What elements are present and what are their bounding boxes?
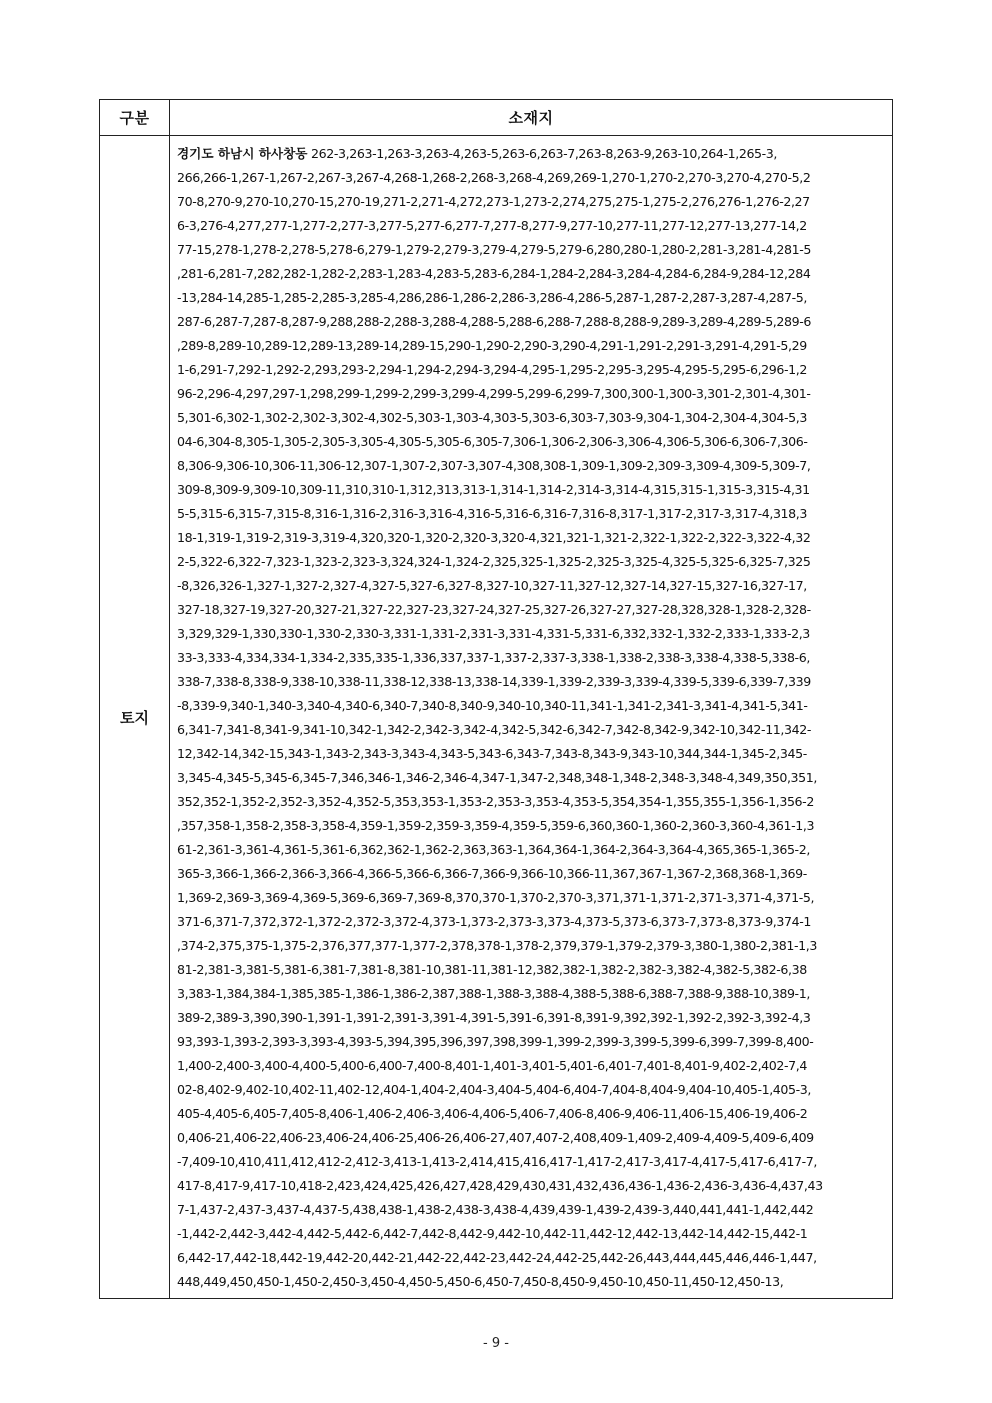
location-cell [170,136,893,1299]
lot-numbers: 2-5,322-6,322-7,323-1,323-2,323-3,324,324-1,324-2,325,325-1,325-2,325-3,325-4,325-5,325-6,325-7,325 [177,554,811,569]
address-lines [170,136,892,1294]
lot-numbers: 1,400-2,400-3,400-4,400-5,400-6,400-7,400-8,401-1,401-3,401-5,401-6,401-7,401-8,401-9,402-2,402-7,4 [177,1058,807,1073]
address-line [177,718,888,742]
lot-numbers: 12,342-14,342-15,343-1,343-2,343-3,343-4,343-5,343-6,343-7,343-8,343-9,343-10,344,344-1,345-2,345- [177,746,807,761]
lot-numbers: 3,329,329-1,330,330-1,330-2,330-3,331-1,331-2,331-3,331-4,331-5,331-6,332,332-1,332-2,333-1,333-2,3 [177,626,810,641]
address-line [177,1078,888,1102]
lot-numbers: 371-6,371-7,372,372-1,372-2,372-3,372-4,373-1,373-2,373-3,373-4,373-5,373-6,373-7,373-8,373-9,374-1 [177,914,812,929]
lot-numbers: 266,266-1,267-1,267-2,267-3,267-4,268-1,268-2,268-3,268-4,269,269-1,270-1,270-2,270-3,270-4,270-5,2 [177,170,811,185]
lot-numbers: 352,352-1,352-2,352-3,352-4,352-5,353,353-1,353-2,353-3,353-4,353-5,354,354-1,355,355-1,356-1,356-2 [177,794,814,809]
address-line [177,982,888,1006]
address-line [177,142,888,166]
address-line [177,430,888,454]
lot-numbers: 02-8,402-9,402-10,402-11,402-12,404-1,404-2,404-3,404-5,404-6,404-7,404-8,404-9,404-10,405-1,405-3, [177,1082,812,1097]
land-location-table [99,99,893,1299]
address-line [177,790,888,814]
lot-numbers: 338-7,338-8,338-9,338-10,338-11,338-12,338-13,338-14,339-1,339-2,339-3,339-4,339-5,339-6,339-7,339 [177,674,811,689]
address-line [177,1246,888,1270]
lot-numbers: 3,383-1,384,384-1,385,385-1,386-1,386-2,387,388-1,388-3,388-4,388-5,388-6,388-7,388-9,388-10,389-1, [177,986,810,1001]
address-line [177,238,888,262]
address-line [177,550,888,574]
address-line [177,1006,888,1030]
table-header-row [100,100,893,136]
address-line [177,286,888,310]
lot-numbers: 8,306-9,306-10,306-11,306-12,307-1,307-2,307-3,307-4,308,308-1,309-1,309-2,309-3,309-4,309-5,309-7, [177,458,811,473]
address-line [177,1126,888,1150]
address-line [177,670,888,694]
lot-numbers: 6-3,276-4,277,277-1,277-2,277-3,277-5,277-6,277-7,277-8,277-9,277-10,277-11,277-12,277-13,277-14,2 [177,218,807,233]
address-line [177,646,888,670]
lot-numbers: 417-8,417-9,417-10,418-2,423,424,425,426,427,428,429,430,431,432,436,436-1,436-2,436-3,436-4,437,43 [177,1178,823,1193]
lot-numbers: ,357,358-1,358-2,358-3,358-4,359-1,359-2,359-3,359-4,359-5,359-6,360,360-1,360-2,360-3,360-4,361-1,3 [177,818,815,833]
lot-numbers: 7-1,437-2,437-3,437-4,437-5,438,438-1,438-2,438-3,438-4,439,439-1,439-2,439-3,440,441,441-1,442,442 [177,1202,814,1217]
address-line [177,1150,888,1174]
page-number: - 9 - [483,1336,509,1351]
lot-numbers: 33-3,333-4,334,334-1,334-2,335,335-1,336,337,337-1,337-2,337-3,338-1,338-2,338-3,338-4,338-5,338-6, [177,650,810,665]
address-line [177,1102,888,1126]
lot-numbers: ,289-8,289-10,289-12,289-13,289-14,289-15,290-1,290-2,290-3,290-4,291-1,291-2,291-3,291-4,291-5,29 [177,338,807,353]
lot-numbers: 18-1,319-1,319-2,319-3,319-4,320,320-1,320-2,320-3,320-4,321,321-1,321-2,322-1,322-2,322-3,322-4,32 [177,530,811,545]
lot-numbers: 61-2,361-3,361-4,361-5,361-6,362,362-1,362-2,363,363-1,364,364-1,364-2,364-3,364-4,365,365-1,365-2, [177,842,810,857]
header-location: 소재지 [170,100,893,136]
lot-numbers: 93,393-1,393-2,393-3,393-4,393-5,394,395,396,397,398,399-1,399-2,399-3,399-5,399-6,399-7,399-8,400- [177,1034,814,1049]
lot-numbers: ,374-2,375,375-1,375-2,376,377,377-1,377-2,378,378-1,378-2,379,379-1,379-2,379-3,380-1,380-2,381-1,3 [177,938,817,953]
region-name: 경기도 하남시 하사창동 [177,146,308,161]
lot-numbers: 6,442-17,442-18,442-19,442-20,442-21,442-22,442-23,442-24,442-25,442-26,443,444,445,446,446-1,447, [177,1250,817,1265]
lot-numbers: 5-5,315-6,315-7,315-8,316-1,316-2,316-3,316-4,316-5,316-6,316-7,316-8,317-1,317-2,317-3,317-4,318,3 [177,506,807,521]
address-line [177,694,888,718]
address-line [177,886,888,910]
address-line [177,166,888,190]
lot-numbers: 96-2,296-4,297,297-1,298,299-1,299-2,299-3,299-4,299-5,299-6,299-7,300,300-1,300-3,301-2,301-4,301- [177,386,811,401]
lot-numbers: 405-4,405-6,405-7,405-8,406-1,406-2,406-3,406-4,406-5,406-7,406-8,406-9,406-11,406-15,406-19,406-2 [177,1106,808,1121]
address-line [177,574,888,598]
lot-numbers: 448,449,450,450-1,450-2,450-3,450-4,450-5,450-6,450-7,450-8,450-9,450-10,450-11,450-12,450-13, [177,1274,784,1289]
lot-numbers: 287-6,287-7,287-8,287-9,288,288-2,288-3,288-4,288-5,288-6,288-7,288-8,288-9,289-3,289-4,289-5,289-6 [177,314,812,329]
lot-numbers: 5,301-6,302-1,302-2,302-3,302-4,302-5,303-1,303-4,303-5,303-6,303-7,303-9,304-1,304-2,304-4,304-5,3 [177,410,807,425]
address-line [177,910,888,934]
lot-numbers: 04-6,304-8,305-1,305-2,305-3,305-4,305-5,305-6,305-7,306-1,306-2,306-3,306-4,306-5,306-6,306-7,306- [177,434,808,449]
lot-numbers: -7,409-10,410,411,412,412-2,412-3,413-1,413-2,414,415,416,417-1,417-2,417-3,417-4,417-5,417-6,417-7, [177,1154,817,1169]
address-line [177,1270,888,1294]
address-line [177,502,888,526]
lot-numbers: 3,345-4,345-5,345-6,345-7,346,346-1,346-2,346-4,347-1,347-2,348,348-1,348-2,348-3,348-4,349,350,351, [177,770,817,785]
lot-numbers: -13,284-14,285-1,285-2,285-3,285-4,286,286-1,286-2,286-3,286-4,286-5,287-1,287-2,287-3,287-4,287-5, [177,290,807,305]
address-line [177,454,888,478]
address-line [177,334,888,358]
address-line [177,1054,888,1078]
lot-numbers: 1-6,291-7,292-1,292-2,293,293-2,294-1,294-2,294-3,294-4,295-1,295-2,295-3,295-4,295-5,295-6,296-1,2 [177,362,807,377]
address-line [177,766,888,790]
address-line [177,622,888,646]
address-line [177,934,888,958]
address-line [177,814,888,838]
lot-numbers: 0,406-21,406-22,406-23,406-24,406-25,406-26,406-27,407,407-2,408,409-1,409-2,409-4,409-5,409-6,409 [177,1130,814,1145]
address-line [177,1198,888,1222]
address-line [177,262,888,286]
lot-numbers: 81-2,381-3,381-5,381-6,381-7,381-8,381-10,381-11,381-12,382,382-1,382-2,382-3,382-4,382-5,382-6,38 [177,962,807,977]
category-cell: 토지 [100,136,170,1299]
header-category: 구분 [100,100,170,136]
address-line [177,526,888,550]
address-line [177,214,888,238]
lot-numbers: -8,339-9,340-1,340-3,340-4,340-6,340-7,340-8,340-9,340-10,340-11,341-1,341-2,341-3,341-4,341-5,341- [177,698,808,713]
lot-numbers: 77-15,278-1,278-2,278-5,278-6,279-1,279-2,279-3,279-4,279-5,279-6,280,280-1,280-2,281-3,281-4,281-5 [177,242,812,257]
address-line [177,1030,888,1054]
lot-numbers: 1,369-2,369-3,369-4,369-5,369-6,369-7,369-8,370,370-1,370-2,370-3,371,371-1,371-2,371-3,371-4,371-5, [177,890,815,905]
lot-numbers: 262-3,263-1,263-3,263-4,263-5,263-6,263-7,263-8,263-9,263-10,264-1,265-3, [307,146,778,161]
address-line [177,742,888,766]
address-line [177,406,888,430]
lot-numbers: ,281-6,281-7,282,282-1,282-2,283-1,283-4,283-5,283-6,284-1,284-2,284-3,284-4,284-6,284-9,284-12,284 [177,266,811,281]
address-line [177,862,888,886]
lot-numbers: -1,442-2,442-3,442-4,442-5,442-6,442-7,442-8,442-9,442-10,442-11,442-12,442-13,442-14,442-15,442-1 [177,1226,808,1241]
address-line [177,1222,888,1246]
lot-numbers: 70-8,270-9,270-10,270-15,270-19,271-2,271-4,272,273-1,273-2,274,275,275-1,275-2,276,276-1,276-2,27 [177,194,810,209]
address-line [177,382,888,406]
address-line [177,310,888,334]
lot-numbers: 327-18,327-19,327-20,327-21,327-22,327-23,327-24,327-25,327-26,327-27,327-28,328,328-1,328-2,328- [177,602,811,617]
address-line [177,958,888,982]
address-line [177,838,888,862]
address-line [177,358,888,382]
lot-numbers: 6,341-7,341-8,341-9,341-10,342-1,342-2,342-3,342-4,342-5,342-6,342-7,342-8,342-9,342-10,342-11,342- [177,722,812,737]
lot-numbers: 389-2,389-3,390,390-1,391-1,391-2,391-3,391-4,391-5,391-6,391-8,391-9,392,392-1,392-2,392-3,392-4,3 [177,1010,811,1025]
lot-numbers: 365-3,366-1,366-2,366-3,366-4,366-5,366-6,366-7,366-9,366-10,366-11,367,367-1,367-2,368,368-1,369- [177,866,807,881]
lot-numbers: -8,326,326-1,327-1,327-2,327-4,327-5,327-6,327-8,327-10,327-11,327-12,327-14,327-15,327-16,327-17, [177,578,807,593]
table-row [100,136,893,1299]
address-line [177,598,888,622]
address-line [177,478,888,502]
address-line [177,1174,888,1198]
lot-numbers: 309-8,309-9,309-10,309-11,310,310-1,312,313,313-1,314-1,314-2,314-3,314-4,315,315-1,315-3,315-4,31 [177,482,810,497]
address-line [177,190,888,214]
